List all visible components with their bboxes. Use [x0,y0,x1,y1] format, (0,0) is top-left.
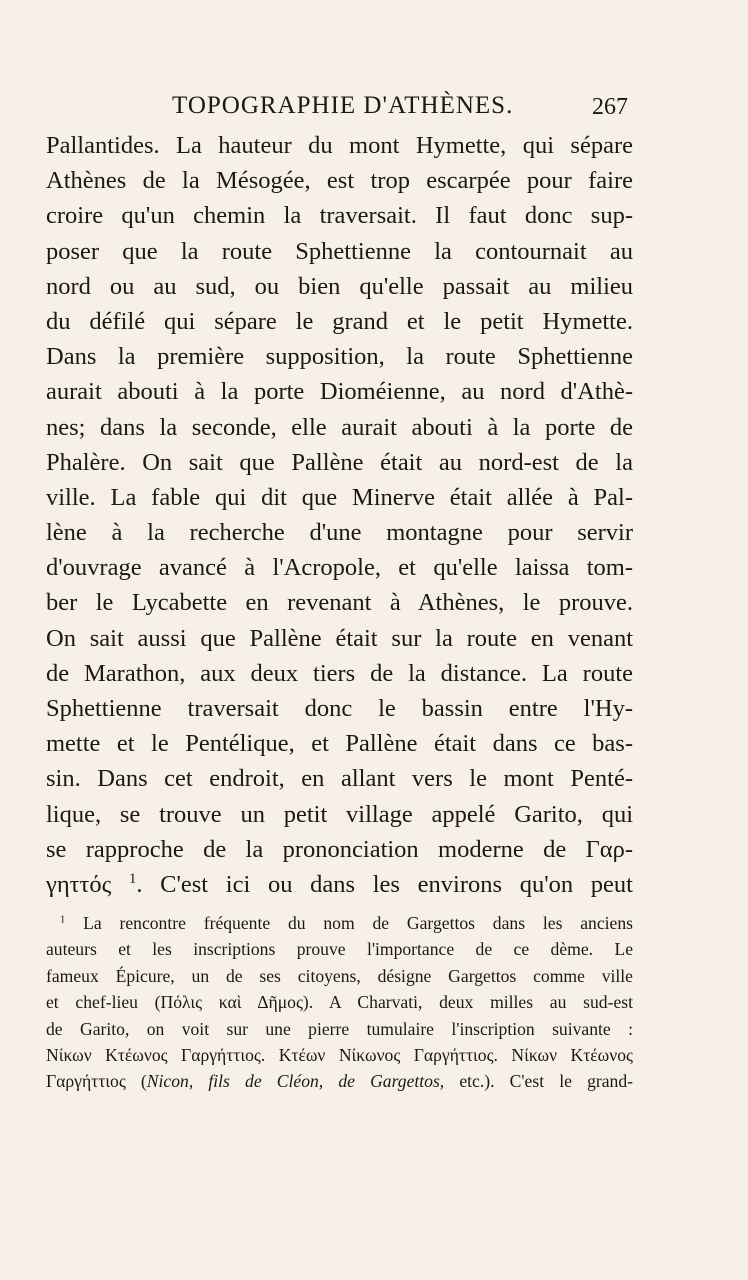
footnote-marker: 1 [60,914,66,926]
text-line: poser que la route Sphettienne la contournait au [46,237,633,265]
greek-word: γηττός [46,870,112,898]
text-line: Dans la première supposition, la route Sphettienne [46,343,633,371]
text-line: Athènes de la Mésogée, est trop escarpée pour faire [46,167,633,195]
text-line: ville. La fable qui dit que Minerve était allée à Pal- [46,483,633,511]
footnote-line: auteurs et les inscriptions prouve l'importance de ce dème. Le [46,939,633,960]
page-number: 267 [592,94,628,120]
footnote-line: et chef-lieu (Πόλις καὶ Δῆμος). A Charvati, deux milles au sud-est [46,992,633,1013]
footnote-reference: 1 [128,871,137,888]
footnote-line: fameux Épicure, un de ses citoyens, désigne Gargettos comme ville [46,965,633,986]
footnote-text: La rencontre fréquente du nom de Gargettos dans les anciens [83,913,633,933]
text-line: du défilé qui sépare le grand et le petit Hymette. [46,307,633,335]
footnote-line [46,910,633,936]
text-line: Pallantides. La hauteur du mont Hymette, qui sépare [46,132,633,159]
text-line: lique, se trouve un petit village appelé Garito, qui [46,800,633,828]
footnote-text: etc.). C'est le grand- [444,1071,633,1092]
main-text [46,128,633,902]
text-line: Phalère. On sait que Pallène était au nord-est de la [46,448,633,476]
footnote-line-last [46,1068,633,1094]
text-line: de Marathon, aux deux tiers de la distance. La route [46,659,633,687]
text-line: On sait aussi que Pallène était sur la route en venant [46,624,633,652]
text-line: Sphettienne traversait donc le bassin entre l'Hy- [46,695,633,722]
text-line-rest: . C'est ici ou dans les environs qu'on peut [136,870,633,898]
text-line: nes; dans la seconde, elle aurait abouti à la porte de [46,413,633,441]
running-title: TOPOGRAPHIE D'ATHÈNES. [172,92,514,119]
text-line: aurait abouti à la porte Dioméienne, au nord d'Athè- [46,378,633,406]
page-header [0,92,748,128]
text-line: ber le Lycabette en revenant à Athènes, le prouve. [46,589,633,617]
footnote [46,910,633,1095]
text-line-last [46,867,633,902]
text-line: d'ouvrage avancé à l'Acropole, et qu'elle laissa tom- [46,554,633,582]
text-line: nord ou au sud, ou bien qu'elle passait au milieu [46,272,633,300]
text-line: sin. Dans cet endroit, en allant vers le mont Penté- [46,765,633,793]
text-line: croire qu'un chemin la traversait. Il faut donc sup- [46,202,633,230]
text-line: se rapproche de la prononciation moderne de Γαρ- [46,835,633,863]
text-line: lène à la recherche d'une montagne pour servir [46,519,633,547]
footnote-line: de Garito, on voit sur une pierre tumulaire l'inscription suivante : [46,1018,633,1039]
inscription-translation: Nicon, fils de Cléon, de Gargettos, [146,1071,445,1092]
footnote-text: Γαργήττιος ( [46,1071,147,1092]
text-line: mette et le Pentélique, et Pallène était dans ce bas- [46,730,633,758]
footnote-line: Νίκων Κτέωνος Γαργήττιος. Κτέων Νίκωνος Γαργήττιος. Νίκων Κτέωνος [46,1044,633,1065]
